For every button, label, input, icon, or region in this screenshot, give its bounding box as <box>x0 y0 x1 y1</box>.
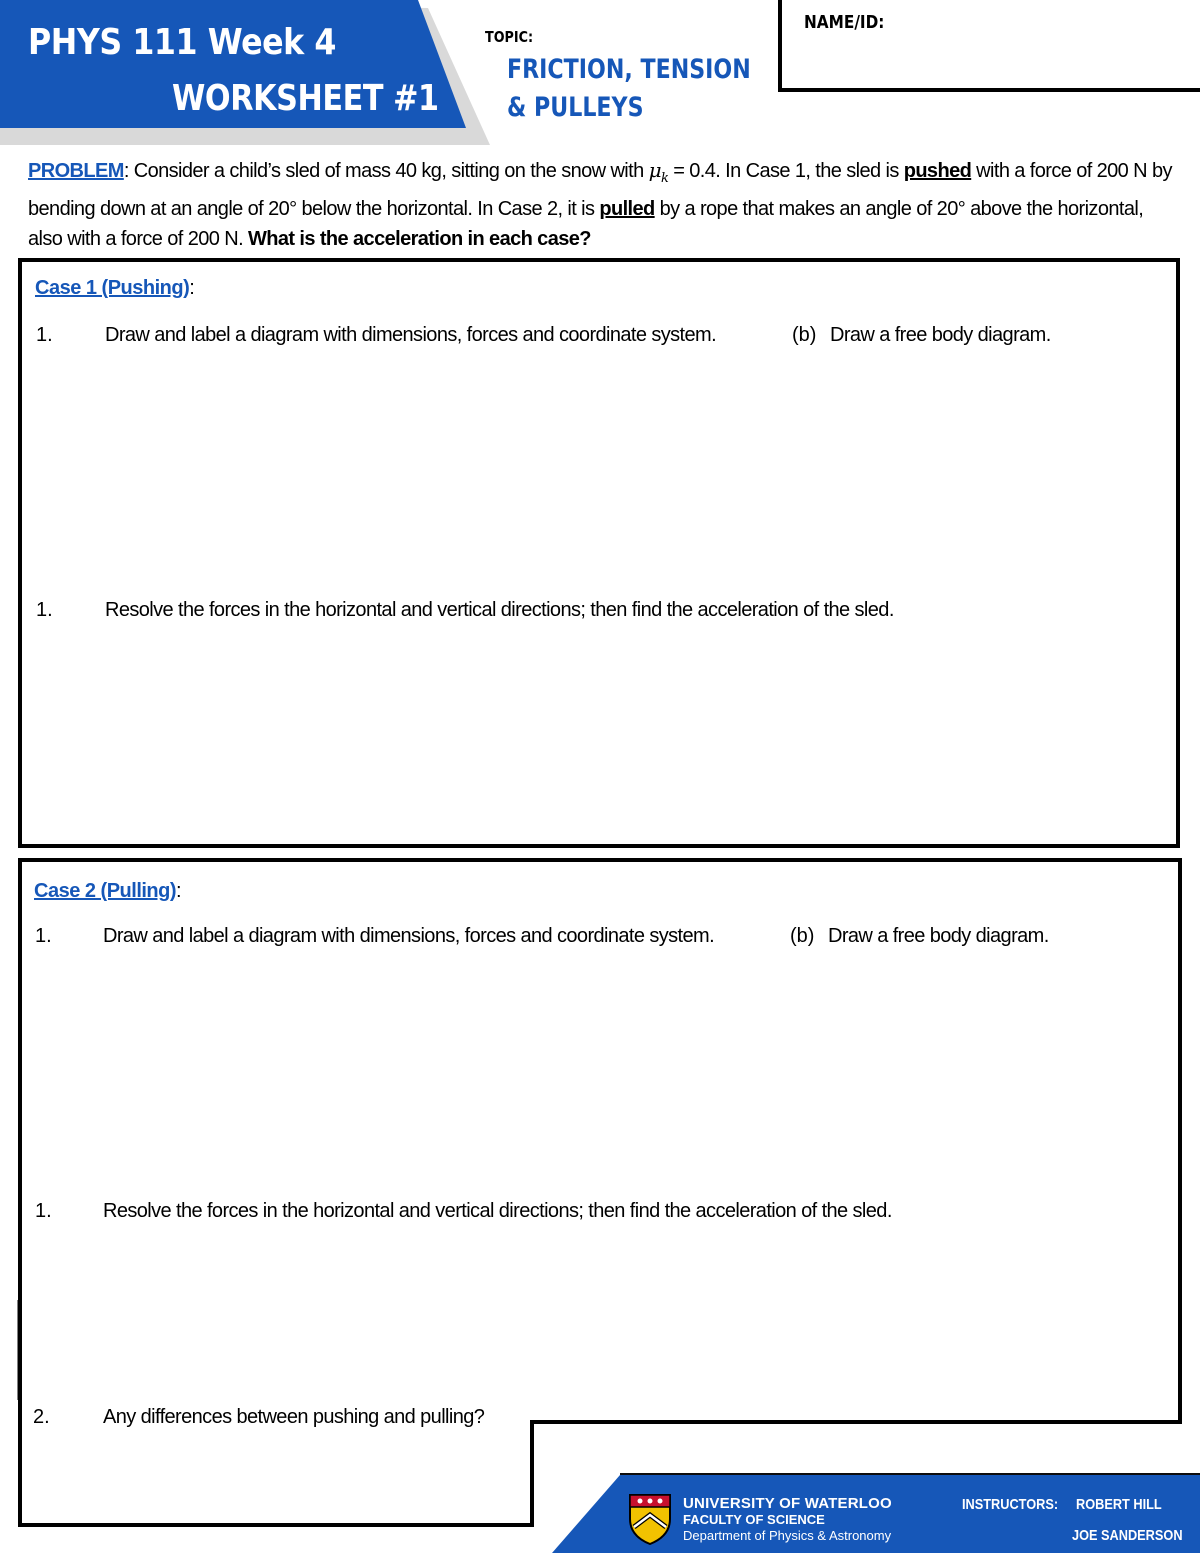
case2-item3-text: Any differences between pushing and pulling? <box>103 1406 485 1428</box>
mu-subscript: k <box>660 171 669 186</box>
case1-title: Case 1 (Pushing) <box>35 277 190 299</box>
case1-item1b-number: (b) <box>792 324 817 346</box>
instructor-2: JOE SANDERSON <box>1072 1527 1183 1544</box>
case1-colon: : <box>189 277 195 299</box>
name-id-label: NAME/ID: <box>804 12 885 33</box>
case1-item1-number: 1. <box>36 324 53 346</box>
problem-question: What is the acceleration in each case? <box>248 228 591 250</box>
problem-text-d: by a rope that makes an angle of 20° above the horizontal, also with a force of 200 N. <box>28 198 1144 250</box>
case2-item1b-text: Draw a free body diagram. <box>828 925 1049 947</box>
case2-item3-number: 2. <box>33 1406 50 1428</box>
case1-item2-number: 1. <box>36 599 53 621</box>
case2-heading <box>34 880 182 903</box>
case2-item1b-number: (b) <box>790 925 815 947</box>
case2-title: Case 2 (Pulling) <box>34 880 177 902</box>
instructor-1: ROBERT HILL <box>1076 1496 1162 1513</box>
university-name: UNIVERSITY OF WATERLOO <box>683 1495 892 1512</box>
topic-line-1: FRICTION, TENSION <box>507 54 751 85</box>
case1-item1-text: Draw and label a diagram with dimensions, forces and coordinate system. <box>105 324 717 346</box>
department-name: Department of Physics & Astronomy <box>683 1528 892 1543</box>
mu-symbol: μ <box>648 158 661 182</box>
case2-colon: : <box>176 880 182 902</box>
topic-label: TOPIC: <box>485 28 534 46</box>
problem-label: PROBLEM <box>28 160 124 182</box>
problem-text-a: : Consider a child’s sled of mass 40 kg, sitting on the snow with <box>123 160 649 182</box>
case1-item2-text: Resolve the forces in the horizontal and vertical directions; then find the acceleration of the sled. <box>105 599 894 621</box>
pulled-keyword: pulled <box>599 198 655 220</box>
course-title: PHYS 111 Week 4 <box>28 22 337 63</box>
university-crest-icon <box>628 1493 672 1545</box>
pushed-keyword: pushed <box>903 160 972 182</box>
case1-item1b-text: Draw a free body diagram. <box>830 324 1051 346</box>
topic-line-2: & PULLEYS <box>507 92 644 123</box>
problem-text-c: with a force of 200 N by bending down at an angle of 20° below the horizontal. In Case 2, it is <box>28 160 1172 220</box>
problem-text-b: = 0.4. In Case 1, the sled is <box>668 160 904 182</box>
case2-item1-number: 1. <box>35 925 52 947</box>
worksheet-title: WORKSHEET #1 <box>172 78 439 119</box>
case2-item2-number: 1. <box>35 1200 52 1222</box>
case2-item1-text: Draw and label a diagram with dimensions, forces and coordinate system. <box>103 925 715 947</box>
faculty-name: FACULTY OF SCIENCE <box>683 1512 825 1527</box>
case2-item2-text: Resolve the forces in the horizontal and vertical directions; then find the acceleration of the sled. <box>103 1200 892 1222</box>
instructors-label: INSTRUCTORS: <box>962 1496 1059 1513</box>
